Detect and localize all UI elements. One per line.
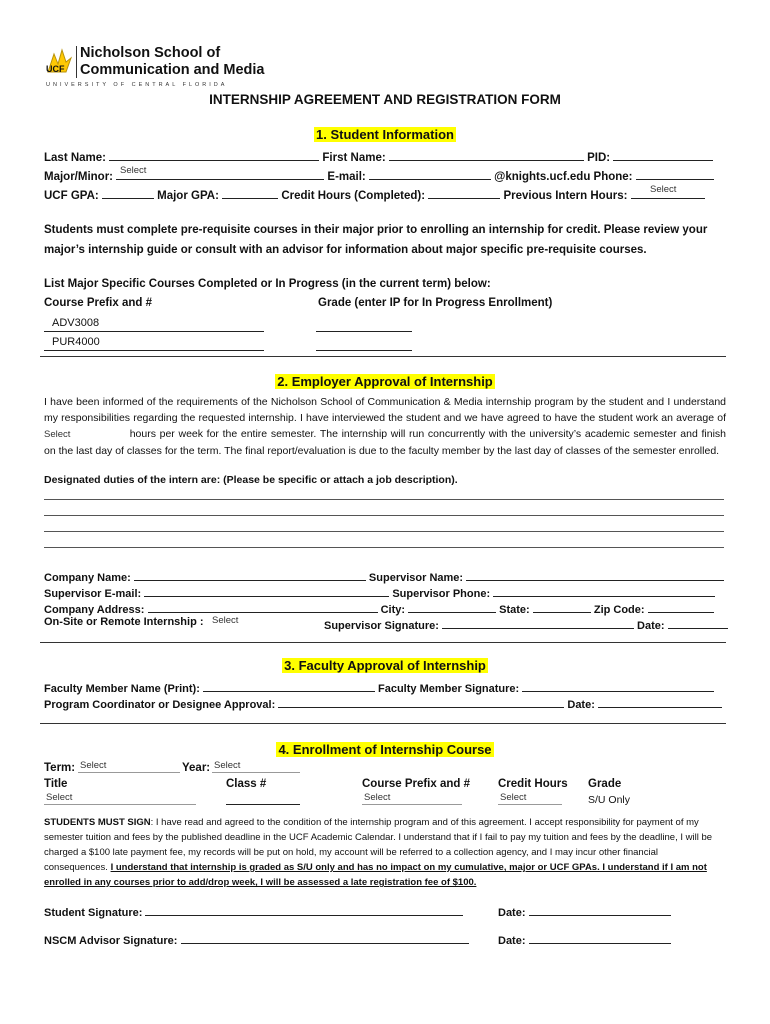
state-field[interactable] — [533, 600, 591, 613]
supervisor-name-label: Supervisor Name: — [368, 572, 464, 584]
prefix-select[interactable]: Select — [362, 792, 462, 805]
credit-select[interactable]: Select — [498, 792, 562, 805]
coordinator-row — [44, 695, 722, 711]
prev-intern-label: Previous Intern Hours: — [503, 190, 628, 202]
last-name-field[interactable] — [109, 148, 319, 161]
grade-value: S/U Only — [588, 794, 631, 806]
section3-heading: 3. Faculty Approval of Internship — [284, 658, 486, 673]
duties-line[interactable] — [44, 531, 724, 532]
onsite-label: On-Site or Remote Internship : — [44, 616, 204, 628]
term-label: Term: — [44, 762, 76, 774]
faculty-name-field[interactable] — [203, 679, 375, 692]
section4-heading: 4. Enrollment of Internship Course — [278, 742, 492, 757]
supervisor-phone-label: Supervisor Phone: — [392, 588, 491, 600]
agreement-underlined-text: I understand that internship is graded as S/U only and has no impact on my cumulative, major or UCF GPAs. I understand if I am not enrolled in any courses prior to add/drop week, I will be assessed a late registration fee of $100. — [44, 862, 707, 888]
address-row — [44, 600, 714, 616]
email-domain-label: @knights.ucf.edu Phone: — [494, 171, 633, 183]
grade-field[interactable] — [316, 317, 412, 337]
grade-column-header: Grade — [588, 778, 622, 790]
company-address-label: Company Address: — [44, 604, 145, 616]
agreement-text: : I have read and agreed to the condition of the internship program and of this agreement. I accept responsibility for payment of my semester tuition and fees by the published deadline in the UCF Academic Calendar. I understand that if I fail to pay my tuition and fees by the deadline, I will be charged a $100 late payment fee, my records will be put on hold, my account will be referred to a collection agency, and I may incur other financial consequences. — [44, 817, 713, 873]
advisor-date-row — [498, 931, 671, 947]
employer-paragraph-part1: I have been informed of the requirements of the Nicholson School of Communication & Media internship program by the student and I understand my responsibilities regarding the requested internship. I have interviewed the student and we have agreed to have the student work an average of — [44, 396, 726, 424]
duties-line[interactable] — [44, 499, 724, 500]
city-field[interactable] — [408, 600, 496, 613]
student-agreement — [44, 815, 720, 890]
grade-field[interactable] — [316, 336, 412, 356]
employer-paragraph — [44, 394, 726, 459]
section-divider — [40, 723, 726, 724]
major-select[interactable]: Select — [120, 165, 147, 176]
advisor-date-field[interactable] — [529, 931, 671, 944]
course-row — [44, 336, 264, 351]
faculty-signature-label: Faculty Member Signature: — [378, 683, 520, 695]
advisor-date-label: Date: — [498, 935, 526, 947]
supervisor-date-label: Date: — [637, 620, 665, 632]
year-label: Year: — [182, 762, 211, 774]
term-select[interactable]: Select — [78, 760, 180, 773]
class-number-field[interactable] — [226, 792, 300, 810]
prereq-notice: Students must complete pre-requisite courses in their major prior to enrolling an internship for credit. Please review your major’s internship guide or consult with an advisor for information about major specific pre-requisite courses. — [44, 224, 708, 256]
supervisor-email-label: Supervisor E-mail: — [44, 588, 142, 600]
supervisor-signature-field[interactable] — [442, 616, 634, 629]
ucf-gpa-field[interactable] — [102, 186, 154, 199]
last-name-row — [44, 148, 713, 164]
advisor-signature-field[interactable] — [181, 931, 469, 944]
course-field[interactable] — [44, 317, 264, 332]
section-divider — [40, 642, 726, 643]
prev-intern-select[interactable]: Select — [650, 184, 677, 195]
duties-line[interactable] — [44, 547, 724, 548]
section-divider — [40, 356, 726, 357]
onsite-select[interactable]: Select — [212, 615, 239, 626]
title-column-header: Title — [44, 778, 68, 790]
major-minor-label: Major/Minor: — [44, 171, 113, 183]
company-row — [44, 568, 724, 584]
advisor-signature-row — [44, 931, 469, 947]
students-must-sign-label: STUDENTS MUST SIGN — [44, 817, 151, 828]
supervisor-contact-row — [44, 584, 715, 600]
state-label: State: — [499, 604, 530, 616]
prefix-column-header: Course Prefix and # — [362, 778, 471, 790]
pid-field[interactable] — [613, 148, 713, 161]
phone-field[interactable] — [636, 167, 714, 180]
faculty-name-label: Faculty Member Name (Print): — [44, 683, 200, 695]
school-name-line1: Nicholson School of — [80, 45, 221, 61]
credit-column-header: Credit Hours — [498, 778, 568, 790]
class-column-header: Class # — [226, 778, 267, 790]
program-coordinator-field[interactable] — [278, 695, 564, 708]
course-value: PUR4000 — [52, 336, 100, 348]
major-gpa-label: Major GPA: — [157, 190, 219, 202]
email-field[interactable] — [369, 167, 491, 180]
student-date-label: Date: — [498, 907, 526, 919]
logo-text: UCF — [46, 64, 65, 74]
course-list-heading: List Major Specific Courses Completed or In Progress (in the current term) below: — [44, 278, 491, 290]
section1-heading: 1. Student Information — [316, 127, 454, 142]
faculty-signature-field[interactable] — [522, 679, 714, 692]
pid-label: PID: — [587, 152, 611, 164]
logo-divider — [76, 46, 77, 78]
zip-label: Zip Code: — [593, 604, 645, 616]
last-name-label: Last Name: — [44, 152, 106, 164]
faculty-row — [44, 679, 714, 695]
hours-select[interactable]: Select — [44, 429, 71, 440]
title-select[interactable]: Select — [44, 792, 196, 805]
course-row — [44, 317, 264, 332]
school-name-line2: Communication and Media — [80, 62, 265, 78]
course-prefix-header: Course Prefix and # — [44, 297, 153, 309]
gpa-row — [44, 186, 705, 202]
first-name-field[interactable] — [389, 148, 584, 161]
onsite-row — [44, 616, 204, 628]
major-gpa-field[interactable] — [222, 186, 278, 199]
page-title: INTERNSHIP AGREEMENT AND REGISTRATION FORM — [209, 92, 561, 107]
zip-field[interactable] — [648, 600, 714, 613]
employer-paragraph-part2: hours per week for the entire semester. The internship will run concurrently with the university’s academic semester and finish on the last day of classes for the term. The final report/evaluation is due to the faculty member by the last day of classes of the semester enrolled. — [44, 428, 726, 457]
duties-line[interactable] — [44, 515, 724, 516]
course-value: ADV3008 — [52, 317, 100, 329]
grade-header: Grade (enter IP for In Progress Enrollment) — [318, 297, 553, 309]
student-date-field[interactable] — [529, 903, 671, 916]
company-name-label: Company Name: — [44, 572, 131, 584]
course-field[interactable] — [44, 336, 264, 351]
student-signature-label: Student Signature: — [44, 907, 143, 919]
company-name-field[interactable] — [134, 568, 366, 581]
coordinator-date-field[interactable] — [598, 695, 722, 708]
supervisor-signature-row — [324, 616, 728, 632]
university-line: UNIVERSITY OF CENTRAL FLORIDA — [46, 82, 228, 88]
city-label: City: — [380, 604, 406, 616]
coordinator-date-label: Date: — [567, 699, 595, 711]
supervisor-name-field[interactable] — [466, 568, 724, 581]
section2-heading: 2. Employer Approval of Internship — [277, 374, 493, 389]
company-address-field[interactable] — [148, 600, 378, 613]
credit-hours-label: Credit Hours (Completed): — [281, 190, 426, 202]
credit-hours-field[interactable] — [428, 186, 500, 199]
ucf-gpa-label: UCF GPA: — [44, 190, 99, 202]
supervisor-email-field[interactable] — [144, 584, 389, 597]
supervisor-signature-label: Supervisor Signature: — [324, 620, 439, 632]
student-date-row — [498, 903, 671, 919]
year-select[interactable]: Select — [212, 760, 300, 773]
program-coordinator-label: Program Coordinator or Designee Approval: — [44, 699, 276, 711]
student-signature-field[interactable] — [145, 903, 463, 916]
first-name-label: First Name: — [322, 152, 386, 164]
advisor-signature-label: NSCM Advisor Signature: — [44, 935, 178, 947]
supervisor-phone-field[interactable] — [493, 584, 715, 597]
supervisor-date-field[interactable] — [668, 616, 728, 629]
student-signature-row — [44, 903, 463, 919]
email-label: E-mail: — [327, 171, 366, 183]
duties-label: Designated duties of the intern are: (Please be specific or attach a job description). — [44, 474, 458, 486]
